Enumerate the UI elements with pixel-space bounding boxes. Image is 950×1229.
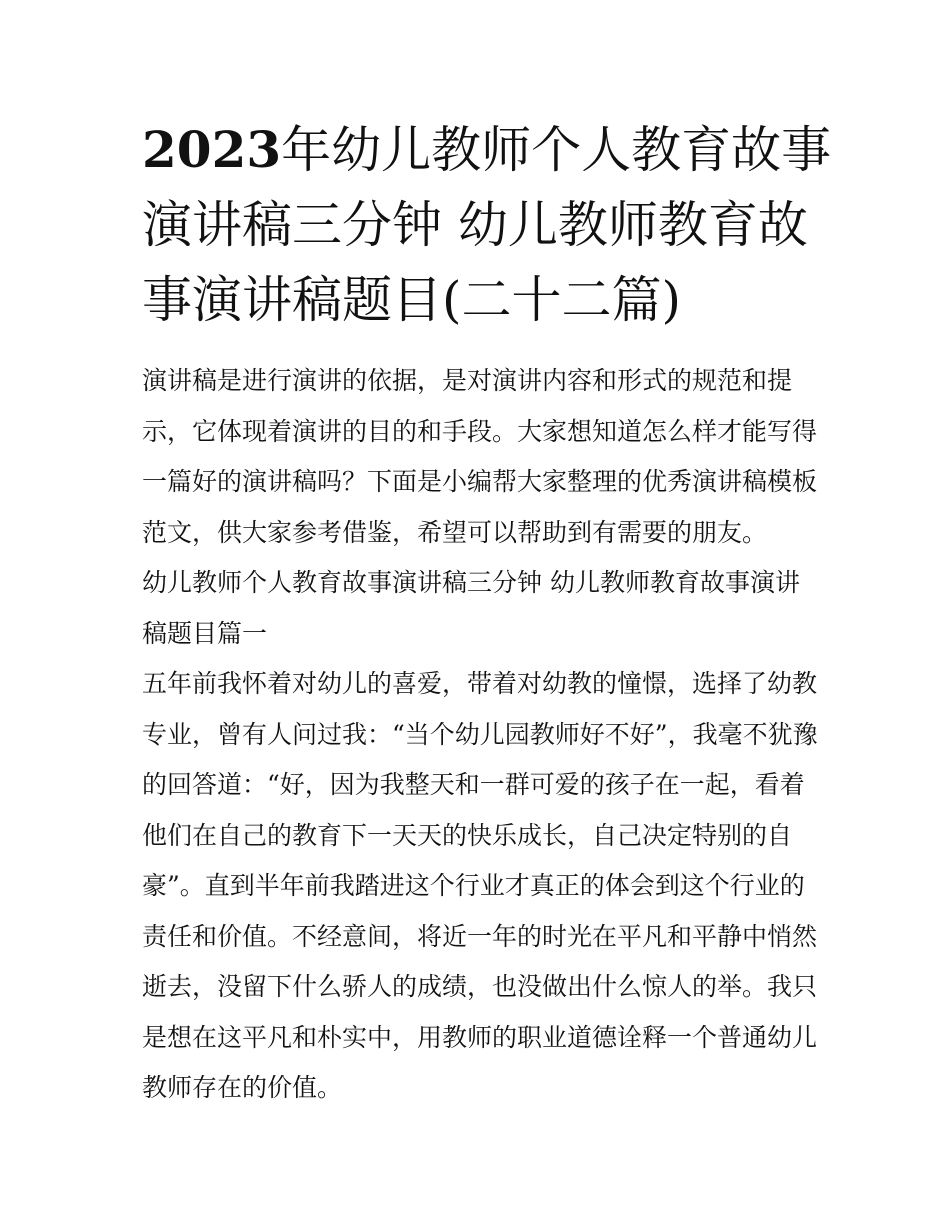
- body-line: 示，它体现着演讲的目的和手段。大家想知道怎么样才能写得: [142, 416, 818, 446]
- body-line: 是想在这平凡和朴实中，用教师的职业道德诠释一个普通幼儿: [142, 1022, 818, 1052]
- body-line: 逝去，没留下什么骄人的成绩，也没做出什么惊人的举。我只: [142, 972, 818, 1001]
- title-line-1: [142, 112, 832, 188]
- body-line: 范文，供大家参考借鉴，希望可以帮助到有需要的朋友。: [142, 517, 768, 547]
- body-line: 一篇好的演讲稿吗？下面是小编帮大家整理的优秀演讲稿模板: [142, 467, 818, 496]
- section-heading-line: 稿题目篇一: [142, 618, 268, 648]
- body-line: 豪”。直到半年前我踏进这个行业才真正的体会到这个行业的: [142, 871, 805, 900]
- document-body: [142, 356, 822, 1114]
- title-year: 2023: [142, 120, 282, 179]
- body-line: 专业，曾有人问过我：“当个幼儿园教师好不好”，我毫不犹豫: [142, 719, 818, 749]
- section-heading-line: 幼儿教师个人教育故事演讲稿三分钟 幼儿教师教育故事演讲: [142, 568, 800, 597]
- body-line: 五年前我怀着对幼儿的喜爱，带着对幼教的憧憬，选择了幼教: [142, 669, 818, 698]
- title-line-2: 演讲稿三分钟 幼儿教师教育故: [142, 196, 808, 254]
- body-line: 教师存在的价值。: [142, 1073, 343, 1102]
- title-text: 年幼儿教师个人教育故事: [281, 121, 832, 179]
- body-line: 他们在自己的教育下一天天的快乐成长，自己决定特别的自: [142, 820, 793, 850]
- title-line-3: 事演讲稿题目(二十二篇): [142, 271, 682, 329]
- body-line: 的回答道：“好，因为我整天和一群可爱的孩子在一起，看着: [142, 770, 805, 799]
- body-line: 责任和价值。不经意间，将近一年的时光在平凡和平静中悄然: [142, 921, 818, 951]
- body-line: 演讲稿是进行演讲的依据，是对演讲内容和形式的规范和提: [142, 366, 793, 395]
- document-title: [142, 112, 832, 338]
